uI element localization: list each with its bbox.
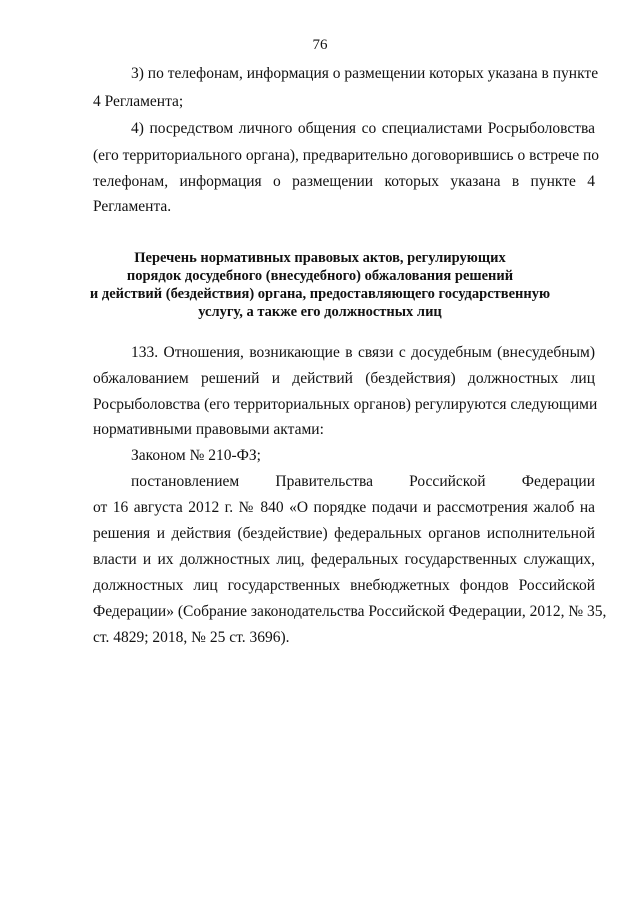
text-line: решения и действия (бездействие) федеральных органов исполнительной bbox=[93, 525, 595, 542]
text-line: Законом № 210-ФЗ; bbox=[131, 447, 261, 464]
text-line: 3) по телефонам, информация о размещении которых указана в пункте bbox=[131, 65, 599, 82]
text-line: должностных лиц государственных внебюджетных фондов Российской bbox=[93, 577, 595, 594]
text-line: нормативными правовыми актами: bbox=[93, 421, 324, 438]
text-line: (его территориального органа), предварительно договорившись о встрече по bbox=[93, 147, 600, 164]
text-line: обжалованием решений и действий (бездействия) должностных лиц bbox=[93, 370, 595, 387]
text-line: Регламента. bbox=[93, 198, 172, 215]
text-line: ст. 4829; 2018, № 25 ст. 3696). bbox=[93, 629, 290, 646]
text-line: Росрыболовства (его территориальных органов) регулируются следующими bbox=[93, 396, 598, 413]
text-line: 4) посредством личного общения со специалистами Росрыболовства bbox=[131, 120, 595, 137]
text-line: Федерации» (Собрание законодательства Российской Федерации, 2012, № 35, bbox=[93, 603, 607, 620]
text-line: 4 Регламента; bbox=[93, 93, 184, 110]
heading-line: порядок досудебного (внесудебного) обжалования решений bbox=[126, 268, 514, 284]
text-line: телефонам, информация о размещении которых указана в пункте 4 bbox=[93, 173, 595, 190]
text-line: от 16 августа 2012 г. № 840 «О порядке подачи и рассмотрения жалоб на bbox=[93, 499, 595, 516]
heading-line: и действий (бездействия) органа, предоставляющего государственную bbox=[89, 286, 551, 302]
text-line: постановлением Правительства Российской Федерации bbox=[131, 473, 595, 490]
heading-line: услугу, а также его должностных лиц bbox=[198, 304, 442, 320]
text-line: власти и их должностных лиц, федеральных государственных служащих, bbox=[93, 551, 595, 568]
heading-line: Перечень нормативных правовых актов, регулирующих bbox=[134, 250, 506, 266]
text-line: 133. Отношения, возникающие в связи с досудебным (внесудебным) bbox=[131, 344, 595, 361]
page-number: 76 bbox=[312, 37, 328, 53]
